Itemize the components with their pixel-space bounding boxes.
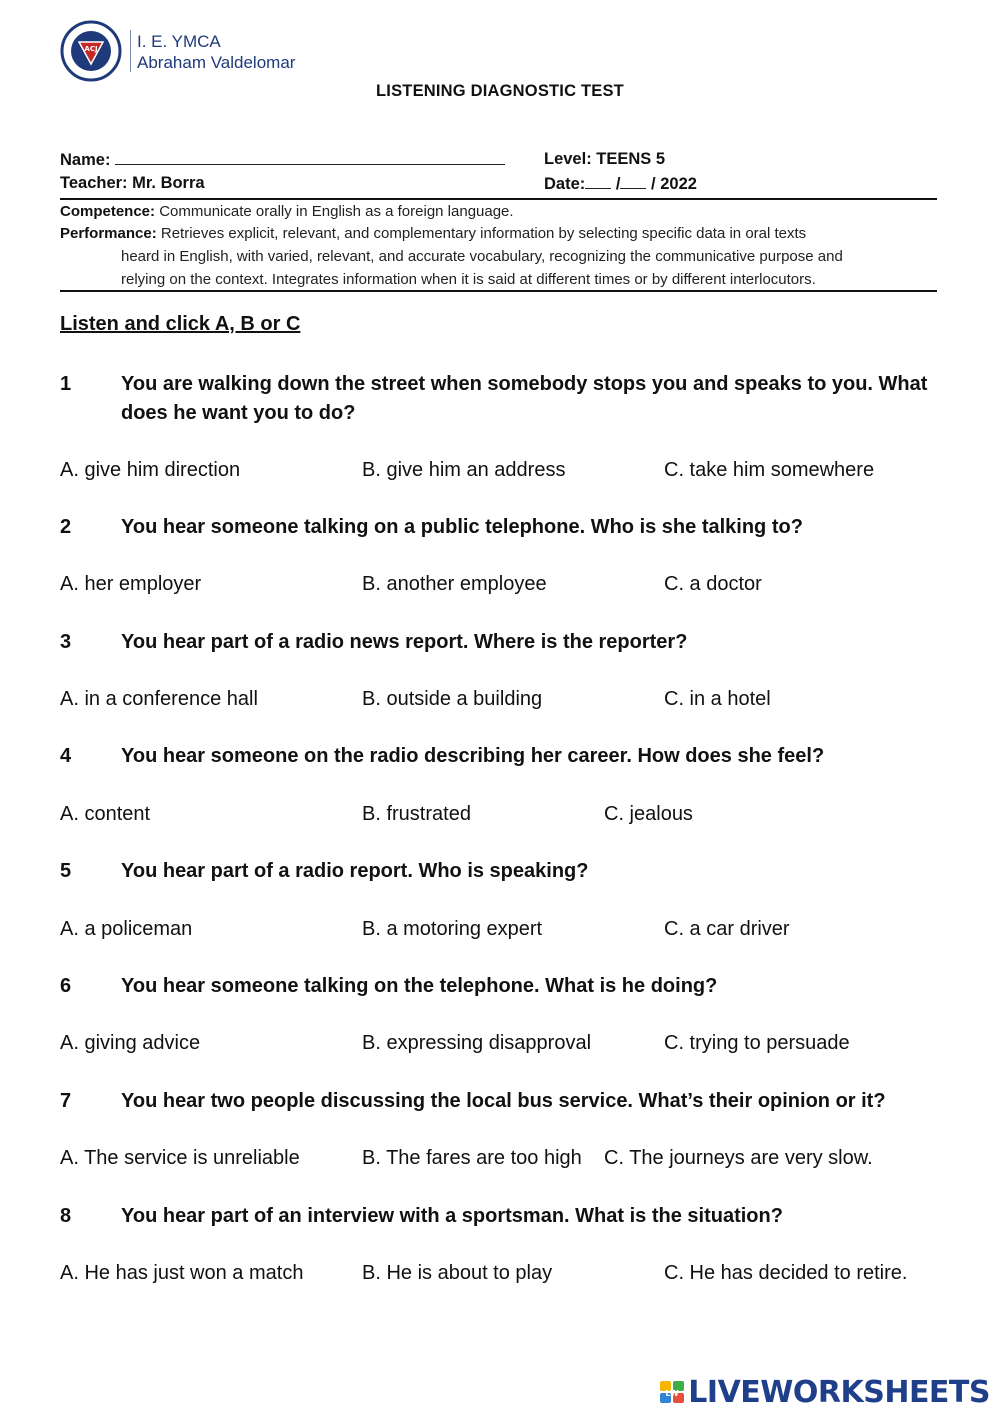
- option-c[interactable]: C. in a hotel: [664, 688, 771, 710]
- question-text: You hear part of an interview with a sportsman. What is the situation?: [121, 1205, 783, 1227]
- performance-text-1: Retrieves explicit, relevant, and complementary information by selecting specific data in oral texts: [160, 225, 807, 242]
- option-c[interactable]: C. jealous: [604, 803, 693, 825]
- performance-label: Performance:: [60, 225, 157, 242]
- question-text: You hear two people discussing the local bus service. What’s their opinion or it?: [121, 1090, 886, 1112]
- brand-text: LIVEWORKSHEETS: [688, 1374, 990, 1410]
- option-c[interactable]: C. He has decided to retire.: [664, 1262, 908, 1284]
- name-field: [60, 150, 505, 170]
- name-label: Name:: [60, 151, 111, 169]
- question-8: [60, 1202, 940, 1232]
- competence-label: Competence:: [60, 203, 156, 220]
- question-number: 8: [60, 1205, 72, 1227]
- date-day-blank[interactable]: [585, 174, 611, 189]
- liveworksheets-brand[interactable]: [659, 1374, 990, 1410]
- option-c[interactable]: C. trying to persuade: [664, 1032, 850, 1054]
- option-a[interactable]: A. He has just won a match: [60, 1262, 304, 1284]
- question-4: [60, 742, 940, 772]
- option-a[interactable]: A. The service is unreliable: [60, 1147, 300, 1169]
- date-field: [544, 174, 697, 194]
- question-text: You hear someone talking on the telephone. What is he doing?: [121, 975, 718, 997]
- question-number: 4: [60, 745, 72, 767]
- competence-line: [60, 200, 940, 223]
- question-number: 7: [60, 1090, 72, 1112]
- option-b[interactable]: B. a motoring expert: [362, 918, 543, 940]
- option-b[interactable]: B. He is about to play: [362, 1262, 553, 1284]
- option-b[interactable]: B. The fares are too high: [362, 1147, 582, 1169]
- performance-text-2: heard in English, with varied, relevant, and accurate vocabulary, recognizing the communicative purpose and: [121, 248, 843, 265]
- competence-text: Communicate orally in English as a foreign language.: [159, 203, 514, 220]
- question-number: 3: [60, 631, 72, 653]
- performance-line-1: [60, 222, 940, 245]
- school-logo: [60, 20, 122, 82]
- question-text: You hear part of a radio news report. Where is the reporter?: [121, 631, 688, 653]
- option-c[interactable]: C. a car driver: [664, 918, 790, 940]
- school-subtitle: Abraham Valdelomar: [137, 53, 296, 72]
- question-3: [60, 628, 940, 658]
- option-c[interactable]: C. take him somewhere: [664, 459, 875, 481]
- question-7: [60, 1087, 940, 1117]
- option-a[interactable]: A. in a conference hall: [60, 688, 258, 710]
- teacher-label: Teacher: Mr. Borra: [60, 174, 205, 192]
- brand-icon-text: LW: [665, 1389, 679, 1398]
- name-blank[interactable]: [115, 150, 505, 165]
- question-5: [60, 857, 940, 887]
- logo-text: ACJ: [84, 45, 98, 53]
- option-a[interactable]: A. her employer: [60, 573, 202, 595]
- question-number: 2: [60, 516, 72, 538]
- option-a[interactable]: A. content: [60, 803, 151, 825]
- meta-rule: [60, 290, 937, 292]
- option-c[interactable]: C. The journeys are very slow.: [604, 1147, 873, 1169]
- option-b[interactable]: B. another employee: [362, 573, 547, 595]
- date-month-blank[interactable]: [620, 174, 646, 189]
- level-label: Level: TEENS 5: [544, 150, 666, 168]
- question-number: 6: [60, 975, 72, 997]
- question-2: [60, 513, 940, 543]
- option-b[interactable]: B. outside a building: [362, 688, 543, 710]
- question-number: 5: [60, 860, 72, 882]
- option-a[interactable]: A. give him direction: [60, 459, 241, 481]
- date-separator: /: [615, 175, 621, 193]
- question-text: You hear someone talking on a public telephone. Who is she talking to?: [121, 516, 803, 538]
- option-a[interactable]: A. giving advice: [60, 1032, 201, 1054]
- liveworksheets-icon: [659, 1380, 685, 1404]
- logo-divider: [130, 30, 131, 72]
- option-c[interactable]: C. a doctor: [664, 573, 762, 595]
- question-text: You hear someone on the radio describing her career. How does she feel?: [121, 745, 825, 767]
- question-1: [60, 370, 940, 430]
- option-b[interactable]: B. frustrated: [362, 803, 471, 825]
- question-number: 1: [60, 373, 72, 395]
- question-6: [60, 972, 940, 1002]
- document-title: LISTENING DIAGNOSTIC TEST: [376, 82, 624, 100]
- performance-text-3: relying on the context. Integrates information when it is said at different times or by different interlocutors.: [121, 271, 816, 288]
- instruction: Listen and click A, B or C: [60, 313, 301, 335]
- option-a[interactable]: A. a policeman: [60, 918, 193, 940]
- date-label: Date:: [544, 175, 586, 193]
- option-b[interactable]: B. expressing disapproval: [362, 1032, 592, 1054]
- option-b[interactable]: B. give him an address: [362, 459, 566, 481]
- question-text: You are walking down the street when somebody stops you and speaks to you. What does he want you to do?: [121, 373, 928, 424]
- school-name: I. E. YMCA: [137, 32, 221, 51]
- date-year: / 2022: [651, 175, 697, 193]
- question-text: You hear part of a radio report. Who is speaking?: [121, 860, 589, 882]
